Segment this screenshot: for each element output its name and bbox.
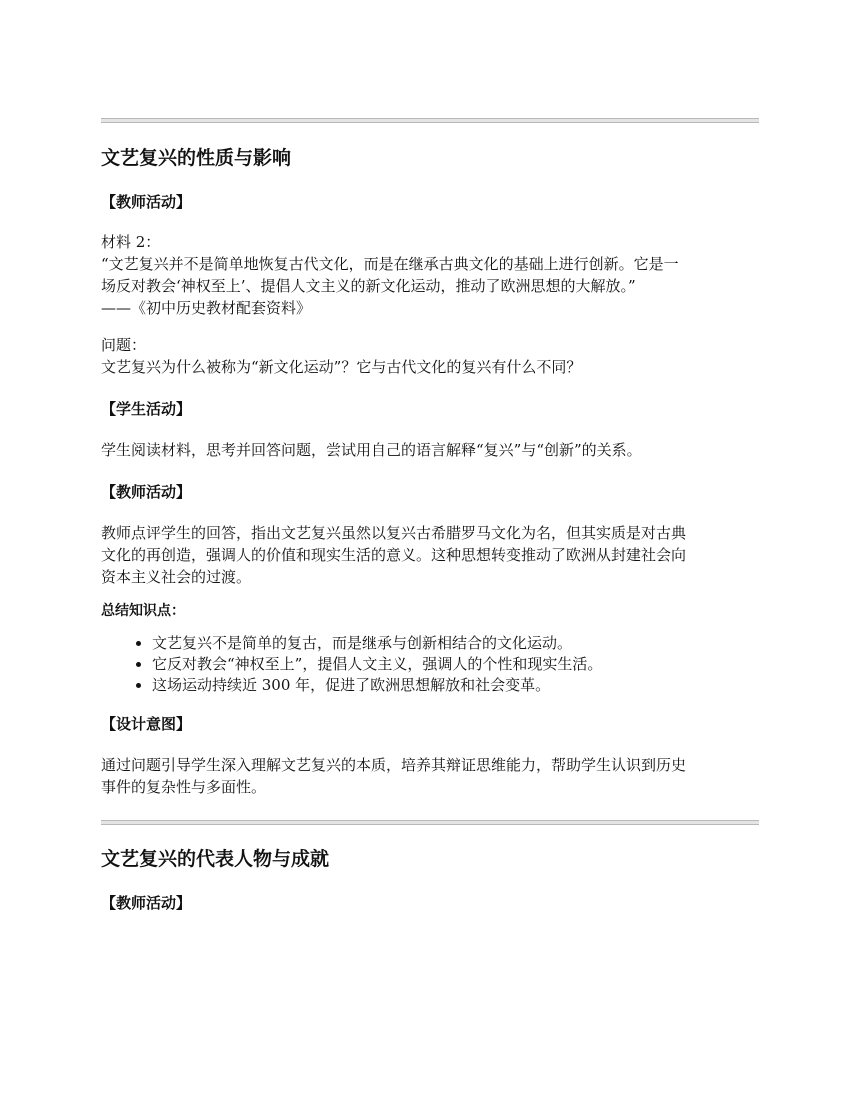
question-block bbox=[101, 334, 759, 378]
teacher-activity-label: 【教师活动】 bbox=[101, 483, 192, 501]
design-intent-line: 事件的复杂性与多面性。 bbox=[101, 778, 267, 796]
material-quote-line: “文艺复兴并不是简单地恢复古代文化，而是在继承古典文化的基础上进行创新。它是一 bbox=[101, 255, 679, 273]
material-block bbox=[101, 231, 759, 319]
summary-item: • 这场运动持续近 300 年，促进了欧洲思想解放和社会变革。 bbox=[152, 675, 759, 696]
material-quote-line: 场反对教会‘神权至上’、提倡人文主义的新文化运动，推动了欧洲思想的大解放。” bbox=[101, 277, 636, 295]
student-activity-label: 【学生活动】 bbox=[101, 400, 192, 418]
section-title: 文艺复兴的代表人物与成就 bbox=[101, 848, 330, 870]
design-intent-label: 【设计意图】 bbox=[101, 715, 192, 733]
design-intent-line: 通过问题引导学生深入理解文艺复兴的本质，培养其辩证思维能力，帮助学生认识到历史 bbox=[101, 756, 687, 774]
section-title: 文艺复兴的性质与影响 bbox=[101, 147, 292, 169]
section-divider bbox=[101, 118, 759, 123]
teacher-comment-line: 文化的再创造，强调人的价值和现实生活的意义。这种思想转变推动了欧洲从封建社会向 bbox=[101, 546, 687, 564]
teacher-activity-label: 【教师活动】 bbox=[101, 894, 192, 912]
teacher-comment-line: 资本主义社会的过渡。 bbox=[101, 568, 252, 586]
material-label: 材料 2： bbox=[101, 233, 161, 251]
summary-label: 总结知识点： bbox=[101, 603, 185, 619]
summary-list bbox=[101, 633, 759, 696]
summary-item: • 它反对教会“神权至上”，提倡人文主义，强调人的个性和现实生活。 bbox=[152, 654, 759, 675]
question-label: 问题： bbox=[101, 336, 147, 354]
document-page bbox=[101, 118, 759, 914]
question-text: 文艺复兴为什么被称为“新文化运动”？它与古代文化的复兴有什么不同？ bbox=[101, 358, 582, 376]
material-source: ——《初中历史教材配套资料》 bbox=[101, 299, 312, 317]
teacher-comment-line: 教师点评学生的回答，指出文艺复兴虽然以复兴古希腊罗马文化为名，但其实质是对古典 bbox=[101, 524, 687, 542]
teacher-comment-block bbox=[101, 522, 759, 588]
section-divider bbox=[101, 820, 759, 825]
design-intent-block bbox=[101, 754, 759, 798]
summary-item: • 文艺复兴不是简单的复古，而是继承与创新相结合的文化运动。 bbox=[152, 633, 759, 654]
teacher-activity-label: 【教师活动】 bbox=[101, 193, 192, 211]
student-activity-text: 学生阅读材料，思考并回答问题，尝试用自己的语言解释“复兴”与“创新”的关系。 bbox=[101, 441, 642, 459]
